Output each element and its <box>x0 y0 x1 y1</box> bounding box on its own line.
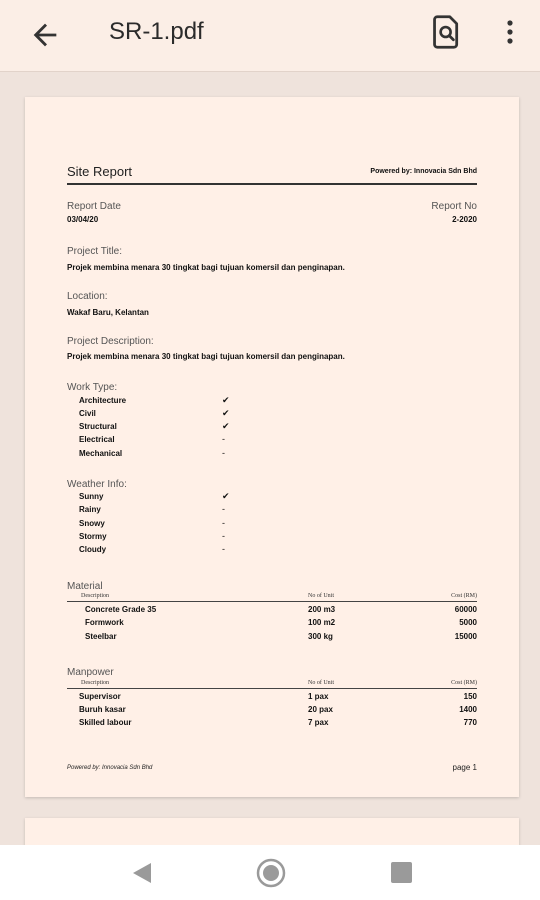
search-document-icon[interactable] <box>430 14 464 50</box>
file-title: SR-1.pdf <box>109 18 204 45</box>
manpower-table-rule <box>67 688 477 689</box>
app-bar <box>0 0 540 72</box>
project-description-value: Projek membina menara 30 tingkat bagi tujuan komersil dan penginapan. <box>67 352 345 361</box>
material-row-units: 200 m3 <box>308 605 336 614</box>
pdf-page-2 <box>25 818 519 845</box>
nav-recents-icon[interactable] <box>391 862 412 883</box>
page-number: page 1 <box>452 763 477 772</box>
weather-mark: - <box>222 531 225 541</box>
pdf-viewer[interactable] <box>0 72 540 845</box>
work-type-mark: ✔ <box>222 395 230 405</box>
report-no-label: Report No <box>431 201 477 212</box>
material-row-units: 100 m2 <box>308 618 336 627</box>
work-type-name: Civil <box>79 409 96 418</box>
weather-name: Snowy <box>79 519 105 528</box>
work-type-mark: ✔ <box>222 421 230 431</box>
pdf-page-1 <box>25 97 519 797</box>
material-header-cost: Cost (RM) <box>451 593 477 599</box>
material-row-description: Formwork <box>85 618 124 627</box>
powered-by-header: Powered by: Innovacia Sdn Bhd <box>370 168 477 175</box>
material-header-description: Description <box>81 593 109 599</box>
more-options-icon[interactable] <box>500 16 520 48</box>
location-value: Wakaf Baru, Kelantan <box>67 308 149 317</box>
manpower-row-cost: 1400 <box>459 705 477 714</box>
material-row-cost: 5000 <box>459 618 477 627</box>
project-title-value: Projek membina menara 30 tingkat bagi tujuan komersil dan penginapan. <box>67 263 345 272</box>
manpower-row-description: Supervisor <box>79 692 121 701</box>
header-divider <box>67 183 477 185</box>
work-type-name: Architecture <box>79 396 127 405</box>
weather-mark: - <box>222 544 225 554</box>
work-type-mark: - <box>222 448 225 458</box>
location-label: Location: <box>67 291 108 302</box>
manpower-row-description: Buruh kasar <box>79 705 126 714</box>
manpower-header-units: No of Unit <box>308 680 334 686</box>
manpower-row-cost: 770 <box>463 718 477 727</box>
material-header-units: No of Unit <box>308 593 334 599</box>
weather-mark: ✔ <box>222 491 230 501</box>
manpower-row-units: 20 pax <box>308 705 333 714</box>
material-row-units: 300 kg <box>308 632 333 641</box>
nav-home-icon[interactable] <box>256 858 286 888</box>
system-nav-bar <box>0 845 540 900</box>
work-type-label: Work Type: <box>67 382 118 393</box>
work-type-mark: ✔ <box>222 408 230 418</box>
manpower-row-units: 7 pax <box>308 718 329 727</box>
material-row-description: Steelbar <box>85 632 117 641</box>
manpower-row-description: Skilled labour <box>79 718 132 727</box>
work-type-mark: - <box>222 434 225 444</box>
project-description-label: Project Description: <box>67 336 154 347</box>
manpower-label: Manpower <box>67 667 114 678</box>
report-title: Site Report <box>67 164 133 179</box>
weather-mark: - <box>222 518 225 528</box>
project-title-label: Project Title: <box>67 246 123 257</box>
report-no-value: 2-2020 <box>452 215 477 224</box>
work-type-name: Mechanical <box>79 449 123 458</box>
report-date-value: 03/04/20 <box>67 215 99 224</box>
material-table-rule <box>67 601 477 602</box>
footer-powered-by: Powered by: Innovacia Sdn Bhd <box>67 765 153 771</box>
report-date-label: Report Date <box>67 201 121 212</box>
material-row-cost: 15000 <box>454 632 477 641</box>
weather-name: Rainy <box>79 505 101 514</box>
material-label: Material <box>67 581 103 592</box>
weather-mark: - <box>222 504 225 514</box>
weather-name: Stormy <box>79 532 107 541</box>
material-row-description: Concrete Grade 35 <box>85 605 157 614</box>
manpower-row-units: 1 pax <box>308 692 329 701</box>
weather-name: Cloudy <box>79 545 107 554</box>
nav-back-icon[interactable] <box>130 861 154 885</box>
weather-name: Sunny <box>79 492 104 501</box>
manpower-header-cost: Cost (RM) <box>451 680 477 686</box>
work-type-name: Structural <box>79 422 117 431</box>
manpower-row-cost: 150 <box>463 692 477 701</box>
material-row-cost: 60000 <box>454 605 477 614</box>
weather-info-label: Weather Info: <box>67 479 127 490</box>
manpower-header-description: Description <box>81 680 109 686</box>
back-arrow-icon[interactable] <box>28 18 62 52</box>
work-type-name: Electrical <box>79 435 115 444</box>
